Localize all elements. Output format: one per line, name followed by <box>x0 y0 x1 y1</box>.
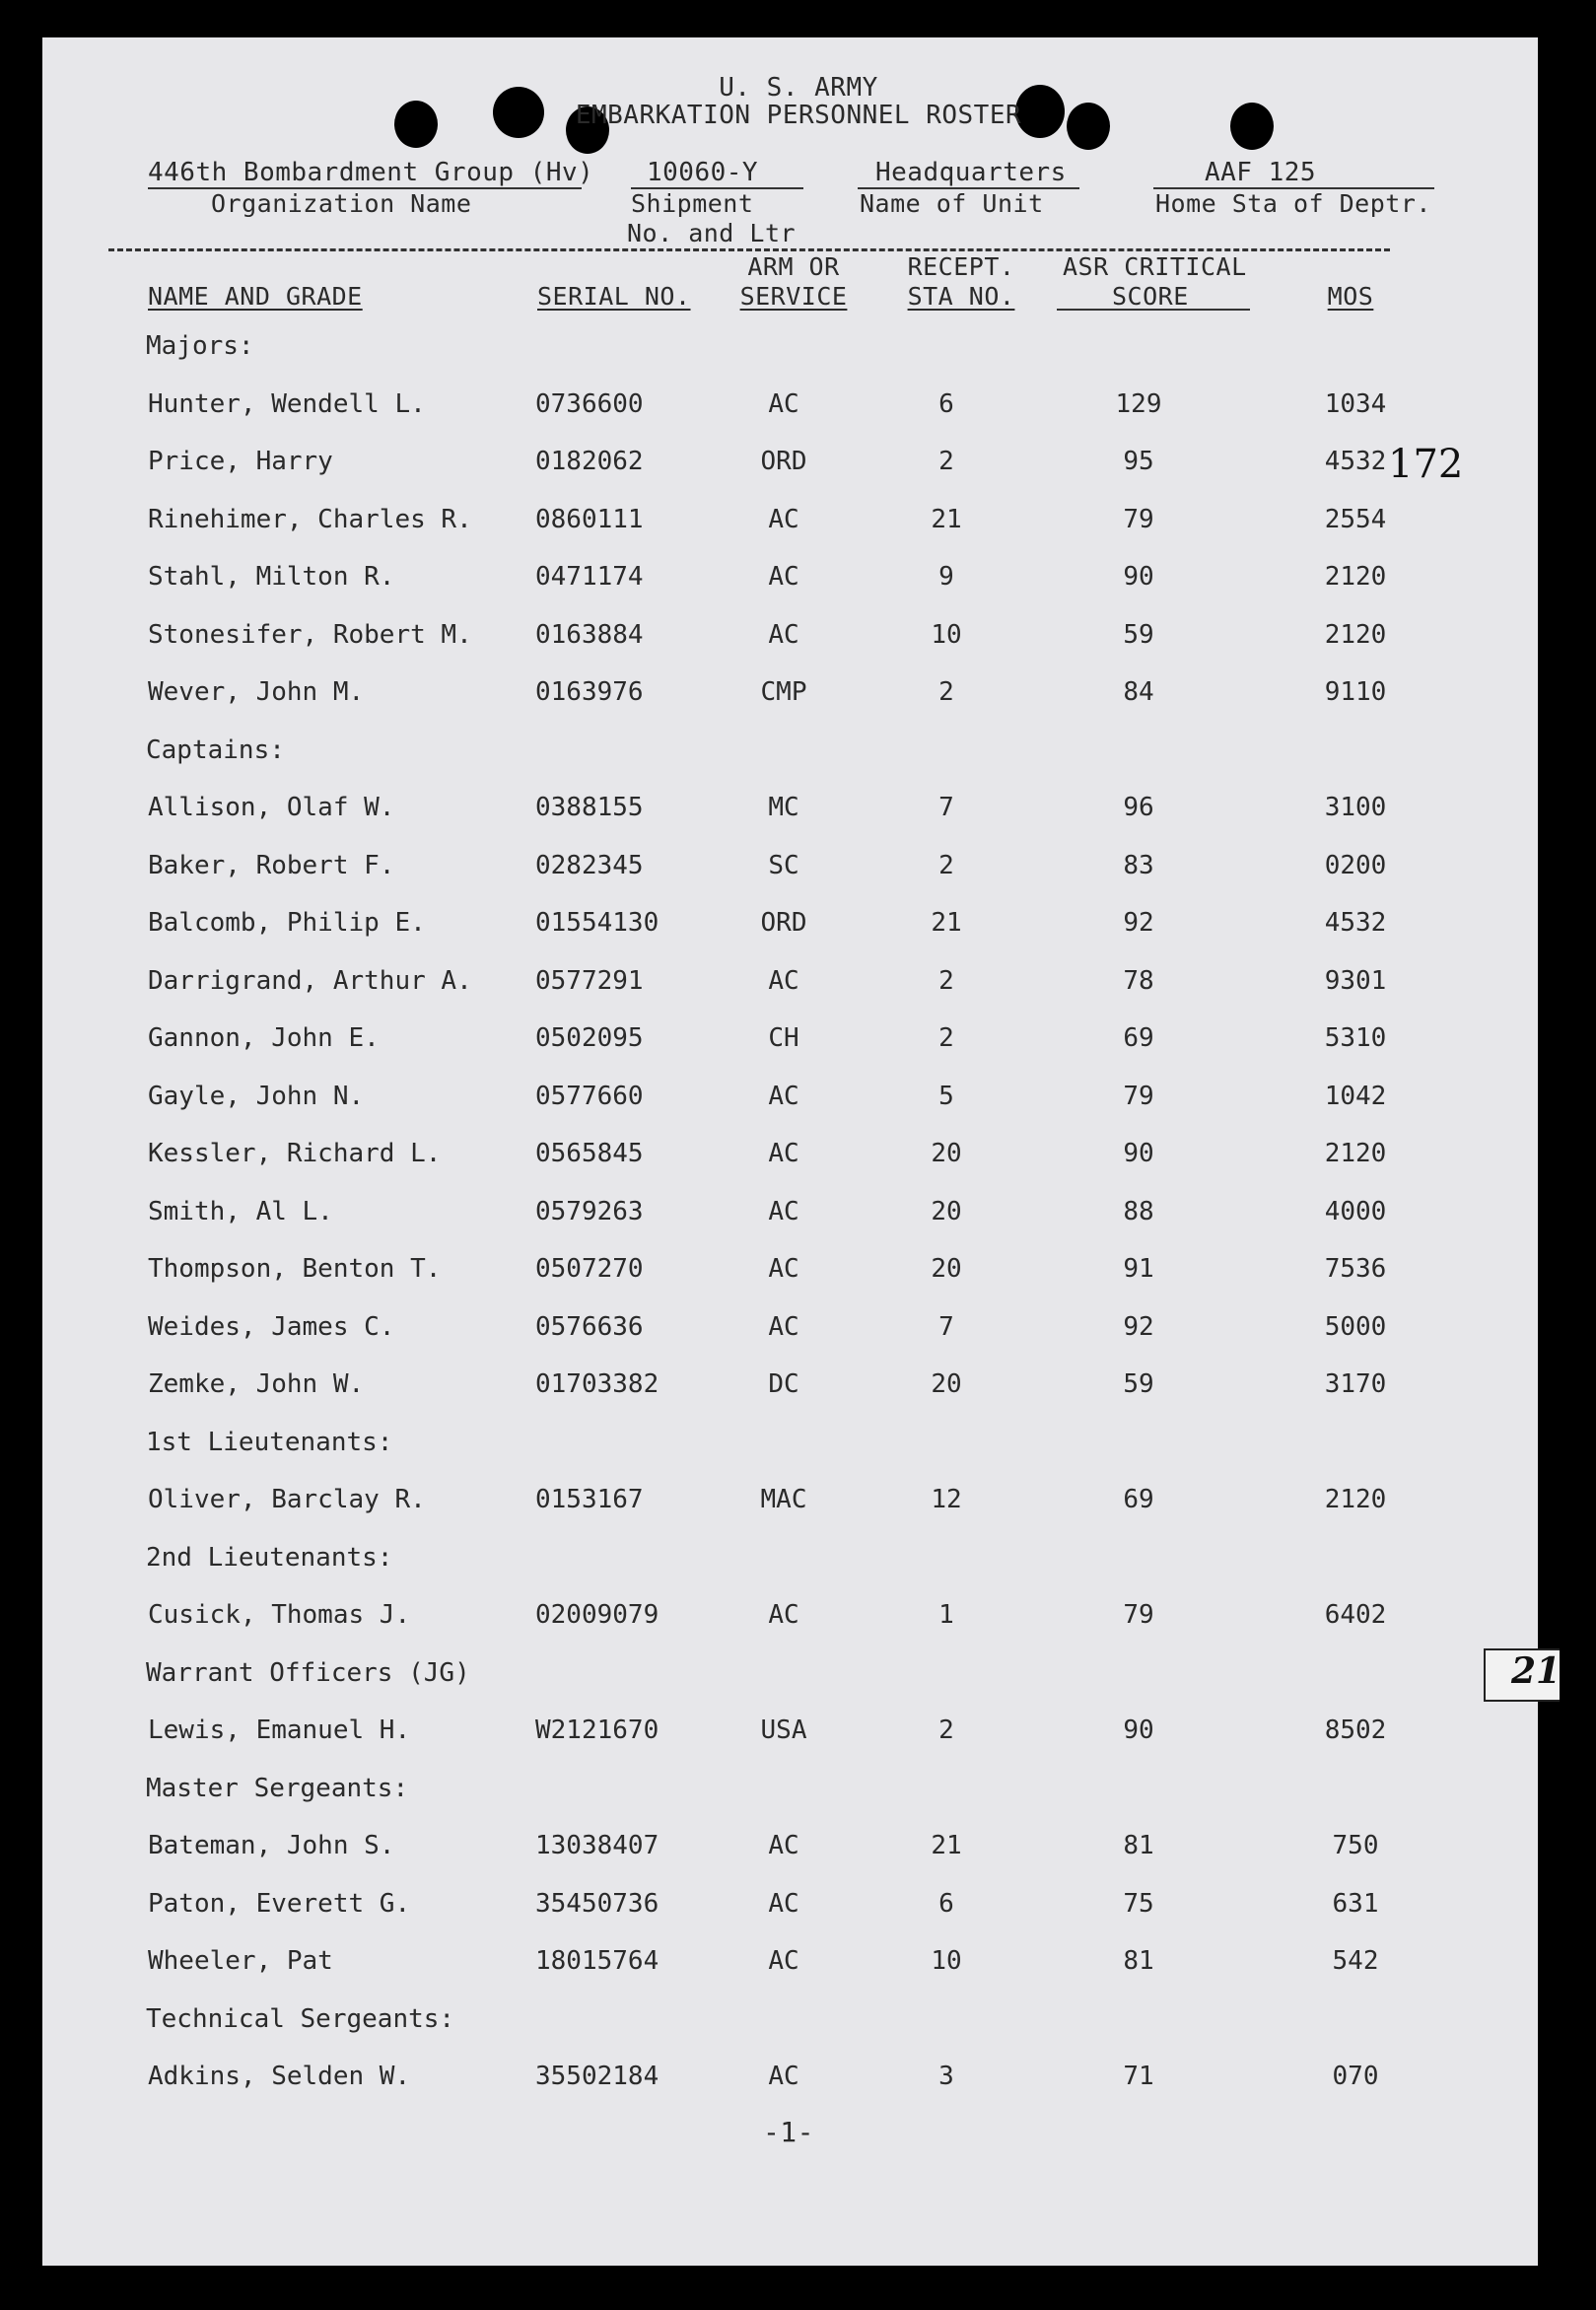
cell-mos: 542 <box>1332 1946 1379 1976</box>
grade-heading: 2nd Lieutenants: <box>146 1543 393 1573</box>
cell-mos: 070 <box>1332 2062 1379 2091</box>
cell-sta: 12 <box>931 1485 962 1514</box>
home-station-value: AAF 125 <box>1205 158 1317 187</box>
cell-sta: 3 <box>938 2062 954 2091</box>
cell-sta: 10 <box>931 1946 962 1976</box>
cell-arm: AC <box>768 505 799 534</box>
cell-arm: AC <box>768 389 799 419</box>
cell-mos: 2554 <box>1324 505 1387 534</box>
cell-score: 90 <box>1123 1715 1154 1745</box>
cell-score: 59 <box>1123 1369 1154 1399</box>
cell-name: Gayle, John N. <box>148 1082 365 1111</box>
cell-score: 59 <box>1123 620 1154 650</box>
shipment-label: Shipment <box>631 189 754 218</box>
cell-arm: ORD <box>760 447 807 476</box>
handwritten-number: 172 <box>1388 442 1464 487</box>
cell-serial: 35450736 <box>535 1889 659 1919</box>
cell-arm: MAC <box>760 1485 807 1514</box>
cell-score: 90 <box>1123 1139 1154 1168</box>
cell-mos: 3170 <box>1324 1369 1387 1399</box>
header-line-1: U. S. ARMY <box>719 73 878 103</box>
cell-arm: MC <box>768 793 799 822</box>
cell-score: 75 <box>1123 1889 1154 1919</box>
cell-arm: AC <box>768 1889 799 1919</box>
cell-arm: USA <box>760 1715 807 1745</box>
cell-name: Stonesifer, Robert M. <box>148 620 472 650</box>
cell-arm: AC <box>768 1197 799 1226</box>
cell-mos: 2120 <box>1324 1485 1387 1514</box>
cell-mos: 3100 <box>1324 793 1387 822</box>
cell-name: Price, Harry <box>148 447 333 476</box>
punch-hole <box>394 101 438 148</box>
cell-name: Zemke, John W. <box>148 1369 365 1399</box>
cell-mos: 4000 <box>1324 1197 1387 1226</box>
cell-name: Kessler, Richard L. <box>148 1139 442 1168</box>
cell-score: 91 <box>1123 1254 1154 1284</box>
cell-arm: AC <box>768 966 799 996</box>
cell-sta: 20 <box>931 1369 962 1399</box>
grade-heading: Captains: <box>146 735 285 765</box>
cell-sta: 2 <box>938 966 954 996</box>
cell-mos: 631 <box>1332 1889 1379 1919</box>
cell-name: Allison, Olaf W. <box>148 793 395 822</box>
cell-name: Darrigrand, Arthur A. <box>148 966 472 996</box>
cell-serial: 18015764 <box>535 1946 659 1976</box>
cell-mos: 9110 <box>1324 677 1387 707</box>
cell-mos: 5000 <box>1324 1312 1387 1342</box>
cell-arm: SC <box>768 851 799 880</box>
cell-sta: 2 <box>938 677 954 707</box>
col-arm-1: ARM OR <box>747 252 840 281</box>
cell-name: Hunter, Wendell L. <box>148 389 426 419</box>
grade-heading: Warrant Officers (JG) <box>146 1658 470 1688</box>
cell-mos: 5310 <box>1324 1023 1387 1053</box>
cell-sta: 6 <box>938 1889 954 1919</box>
cell-score: 81 <box>1123 1946 1154 1976</box>
cell-sta: 21 <box>931 1831 962 1860</box>
cell-sta: 7 <box>938 1312 954 1342</box>
cell-name: Wever, John M. <box>148 677 365 707</box>
cell-mos: 2120 <box>1324 1139 1387 1168</box>
cell-serial: 0282345 <box>535 851 644 880</box>
punch-hole <box>1067 103 1110 150</box>
cell-name: Thompson, Benton T. <box>148 1254 442 1284</box>
cell-sta: 1 <box>938 1600 954 1630</box>
cell-serial: 02009079 <box>535 1600 659 1630</box>
cell-score: 129 <box>1115 389 1162 419</box>
cell-serial: 0576636 <box>535 1312 644 1342</box>
cell-score: 95 <box>1123 447 1154 476</box>
cell-serial: 13038407 <box>535 1831 659 1860</box>
cell-arm: ORD <box>760 908 807 938</box>
cell-score: 96 <box>1123 793 1154 822</box>
cell-score: 84 <box>1123 677 1154 707</box>
cell-serial: 0388155 <box>535 793 644 822</box>
cell-score: 92 <box>1123 1312 1154 1342</box>
cell-mos: 7536 <box>1324 1254 1387 1284</box>
shipment-value: 10060-Y <box>647 158 759 187</box>
cell-name: Cusick, Thomas J. <box>148 1600 411 1630</box>
cell-sta: 7 <box>938 793 954 822</box>
cell-arm: DC <box>768 1369 799 1399</box>
unit-name-value: Headquarters <box>875 158 1067 187</box>
cell-serial: 0182062 <box>535 447 644 476</box>
col-serial: SERIAL NO. <box>537 282 691 311</box>
cell-name: Balcomb, Philip E. <box>148 908 426 938</box>
cell-serial: W2121670 <box>535 1715 659 1745</box>
cell-sta: 2 <box>938 1023 954 1053</box>
grade-heading: 1st Lieutenants: <box>146 1428 393 1457</box>
punch-hole <box>1230 103 1274 150</box>
cell-mos: 1042 <box>1324 1082 1387 1111</box>
cell-serial: 0507270 <box>535 1254 644 1284</box>
header-line-2: EMBARKATION PERSONNEL ROSTER <box>575 101 1022 130</box>
cell-serial: 0502095 <box>535 1023 644 1053</box>
cell-mos: 4532 <box>1324 908 1387 938</box>
organization-name-label: Organization Name <box>211 189 472 218</box>
header-divider <box>108 248 1390 251</box>
cell-arm: AC <box>768 562 799 592</box>
col-asr-1: ASR CRITICAL <box>1063 252 1247 281</box>
cell-arm: CH <box>768 1023 799 1053</box>
cell-mos: 9301 <box>1324 966 1387 996</box>
cell-sta: 10 <box>931 620 962 650</box>
cell-name: Stahl, Milton R. <box>148 562 395 592</box>
cell-serial: 0577291 <box>535 966 644 996</box>
cell-serial: 01703382 <box>535 1369 659 1399</box>
cell-name: Paton, Everett G. <box>148 1889 411 1919</box>
cell-serial: 0577660 <box>535 1082 644 1111</box>
cell-score: 79 <box>1123 1600 1154 1630</box>
cell-score: 71 <box>1123 2062 1154 2091</box>
cell-name: Rinehimer, Charles R. <box>148 505 472 534</box>
cell-score: 78 <box>1123 966 1154 996</box>
cell-score: 79 <box>1123 505 1154 534</box>
cell-name: Bateman, John S. <box>148 1831 395 1860</box>
cell-sta: 2 <box>938 851 954 880</box>
cell-sta: 21 <box>931 908 962 938</box>
cell-arm: CMP <box>760 677 807 707</box>
cell-mos: 0200 <box>1324 851 1387 880</box>
cell-serial: 0163976 <box>535 677 644 707</box>
cell-name: Weides, James C. <box>148 1312 395 1342</box>
col-name-grade: NAME AND GRADE <box>148 282 363 311</box>
cell-sta: 9 <box>938 562 954 592</box>
cell-arm: AC <box>768 2062 799 2091</box>
cell-name: Smith, Al L. <box>148 1197 333 1226</box>
cell-sta: 20 <box>931 1139 962 1168</box>
cell-name: Gannon, John E. <box>148 1023 380 1053</box>
cell-score: 81 <box>1123 1831 1154 1860</box>
cell-serial: 35502184 <box>535 2062 659 2091</box>
cell-score: 90 <box>1123 562 1154 592</box>
cell-mos: 6402 <box>1324 1600 1387 1630</box>
cell-name: Wheeler, Pat <box>148 1946 333 1976</box>
cell-arm: AC <box>768 620 799 650</box>
col-asr-2: SCORE <box>1112 282 1189 311</box>
cell-sta: 20 <box>931 1197 962 1226</box>
cell-name: Lewis, Emanuel H. <box>148 1715 411 1745</box>
cell-mos: 1034 <box>1324 389 1387 419</box>
cell-arm: AC <box>768 1946 799 1976</box>
col-sta-2: STA NO. <box>907 282 1015 311</box>
col-mos: MOS <box>1327 282 1374 311</box>
cell-arm: AC <box>768 1139 799 1168</box>
cell-mos: 4532 <box>1324 447 1387 476</box>
cell-score: 83 <box>1123 851 1154 880</box>
grade-heading: Majors: <box>146 331 254 361</box>
grade-heading: Master Sergeants: <box>146 1774 409 1803</box>
cell-serial: 0471174 <box>535 562 644 592</box>
cell-serial: 0860111 <box>535 505 644 534</box>
cell-serial: 0153167 <box>535 1485 644 1514</box>
cell-arm: AC <box>768 1312 799 1342</box>
shipment-label-2: No. and Ltr <box>627 219 797 247</box>
cell-score: 69 <box>1123 1485 1154 1514</box>
cell-arm: AC <box>768 1600 799 1630</box>
cell-score: 69 <box>1123 1023 1154 1053</box>
cell-sta: 5 <box>938 1082 954 1111</box>
cell-serial: 0579263 <box>535 1197 644 1226</box>
col-arm-2: SERVICE <box>739 282 848 311</box>
tab-number: 21 <box>1511 1650 1561 1692</box>
unit-name-label: Name of Unit <box>860 189 1044 218</box>
cell-sta: 6 <box>938 389 954 419</box>
cell-score: 92 <box>1123 908 1154 938</box>
cell-mos: 2120 <box>1324 562 1387 592</box>
cell-serial: 01554130 <box>535 908 659 938</box>
cell-sta: 2 <box>938 447 954 476</box>
cell-arm: AC <box>768 1831 799 1860</box>
cell-sta: 2 <box>938 1715 954 1745</box>
cell-name: Oliver, Barclay R. <box>148 1485 426 1514</box>
cell-arm: AC <box>768 1082 799 1111</box>
cell-name: Adkins, Selden W. <box>148 2062 411 2091</box>
col-sta-1: RECEPT. <box>907 252 1015 281</box>
cell-serial: 0736600 <box>535 389 644 419</box>
cell-score: 88 <box>1123 1197 1154 1226</box>
cell-name: Baker, Robert F. <box>148 851 395 880</box>
grade-heading: Technical Sergeants: <box>146 2004 455 2034</box>
cell-arm: AC <box>768 1254 799 1284</box>
cell-mos: 8502 <box>1324 1715 1387 1745</box>
home-station-label: Home Sta of Deptr. <box>1155 189 1431 218</box>
cell-mos: 750 <box>1332 1831 1379 1860</box>
cell-serial: 0163884 <box>535 620 644 650</box>
organization-name-value: 446th Bombardment Group (Hv) <box>148 158 594 187</box>
page-number: -1- <box>762 2116 815 2148</box>
cell-sta: 21 <box>931 505 962 534</box>
cell-mos: 2120 <box>1324 620 1387 650</box>
cell-sta: 20 <box>931 1254 962 1284</box>
cell-serial: 0565845 <box>535 1139 644 1168</box>
cell-score: 79 <box>1123 1082 1154 1111</box>
col-asr-underline <box>1057 309 1250 311</box>
